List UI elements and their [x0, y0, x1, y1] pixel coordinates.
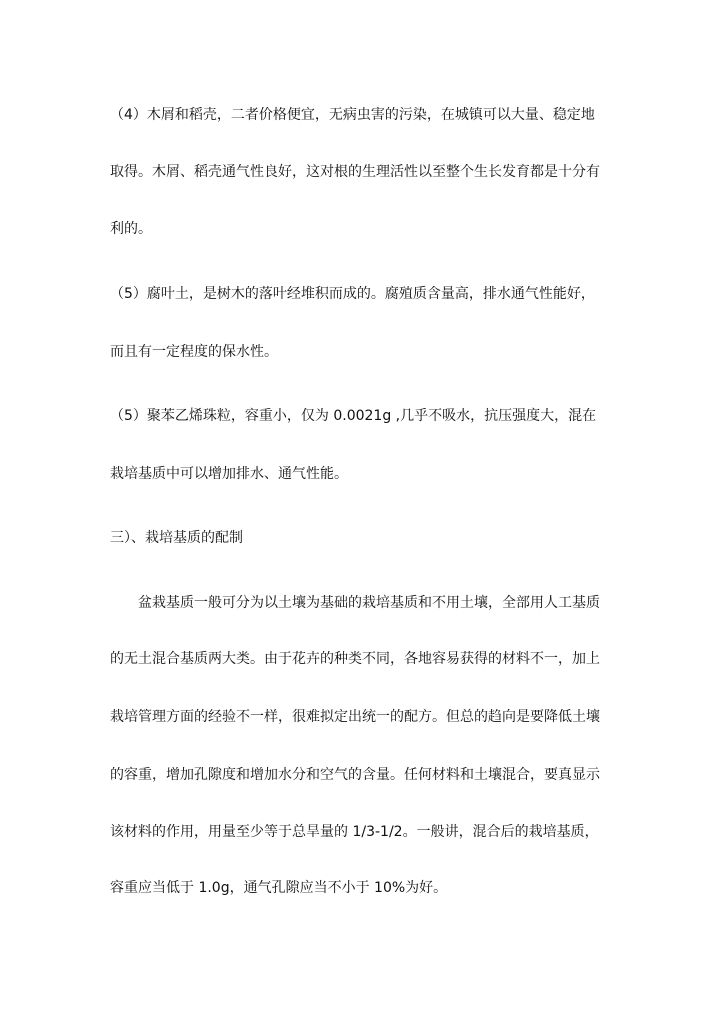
paragraph-polystyrene-line-1: （5）聚苯乙烯珠粒，容重小，仅为 0.0021g ,几乎不吸水，抗压强度大，混在 [110, 408, 597, 424]
paragraph-mixing-line-3: 栽培管理方面的经验不一样，很难拟定出统一的配方。但总的趋向是要降低土壤 [110, 709, 600, 725]
paragraph-mixing-line-2: 的无土混合基质两大类。由于花卉的种类不同，各地容易获得的材料不一，加上 [110, 651, 600, 667]
paragraph-mixing-line-6: 容重应当低于 1.0g，通气孔隙应当不小于 10%为好。 [110, 880, 448, 896]
paragraph-leaf-mold-line-1: （5）腐叶土，是树木的落叶经堆积而成的。腐殖质含量高，排水通气性能好， [110, 286, 595, 302]
paragraph-leaf-mold-line-2: 而且有一定程度的保水性。 [110, 344, 278, 360]
paragraph-sawdust-line-2: 取得。木屑、稻壳通气性良好，这对根的生理活性以至整个生长发育都是十分有 [110, 164, 600, 180]
paragraph-sawdust-line-3: 利的。 [110, 221, 152, 237]
paragraph-polystyrene-line-2: 栽培基质中可以增加排水、通气性能。 [110, 466, 348, 482]
paragraph-sawdust-line-1: （4）木屑和稻壳，二者价格便宜，无病虫害的污染，在城镇可以大量、稳定地 [110, 107, 595, 123]
section-heading: 三）、栽培基质的配制 [110, 530, 243, 546]
paragraph-mixing-line-1: 盆栽基质一般可分为以土壤为基础的栽培基质和不用土壤，全部用人工基质 [138, 595, 600, 611]
paragraph-mixing-line-5: 该材料的作用，用量至少等于总旱量的 1/3-1/2。一般讲，混合后的栽培基质， [110, 824, 599, 840]
paragraph-mixing-line-4: 的容重，增加孔隙度和增加水分和空气的含量。任何材料和土壤混合，要真显示 [110, 767, 600, 783]
